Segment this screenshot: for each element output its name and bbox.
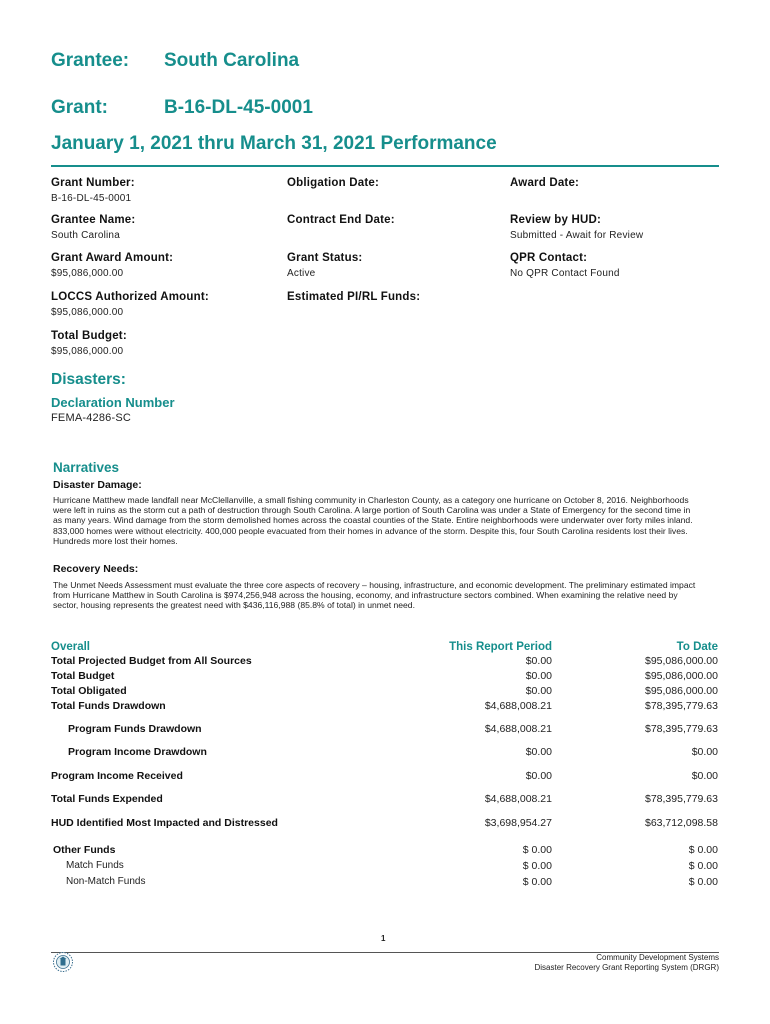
row-todate-total-budget: $95,086,000.00 <box>645 670 718 682</box>
header-divider <box>51 165 719 167</box>
match-funds-label: Match Funds <box>66 860 124 871</box>
row-label-program-income-drawdown: Program Income Drawdown <box>68 746 207 758</box>
total-budget-label: Total Budget: <box>51 330 127 342</box>
qpr-contact-value: No QPR Contact Found <box>510 268 620 279</box>
row-label-total-funds-expended: Total Funds Expended <box>51 793 163 805</box>
footer-line1: Community Development Systems <box>596 953 719 962</box>
non-match-funds-period: $ 0.00 <box>522 876 552 888</box>
row-label-total-obligated: Total Obligated <box>51 685 127 697</box>
period-title: January 1, 2021 thru March 31, 2021 Performance <box>51 133 497 154</box>
disaster-damage-text: Hurricane Matthew made landfall near McClellanville, a small fishing community in Charleston County, as a category one hurricane on October 8, 2016. Neighborhoods were left in ruins as the storm cut a path of destruction through South Carolina. A large portion of South Carolina was under a State of Emergency for the second time in as many years. Wind damage from the storm demolished homes across the coastal counties of the State. Entire neighborhoods were underwater over forty miles inland. 833,000 homes were without electricity. 400,000 people evacuated from their homes in advance of the storm. Despite this, four South Carolina residents lost their lives. Hundreds more lost their homes. <box>53 495 693 546</box>
row-label-total-budget: Total Budget <box>51 670 115 682</box>
contract-end-label: Contract End Date: <box>287 214 395 226</box>
total-budget-value: $95,086,000.00 <box>51 346 124 357</box>
row-period-hud-mid: $3,698,954.27 <box>484 817 552 829</box>
row-label-total-funds-drawdown: Total Funds Drawdown <box>51 700 166 712</box>
non-match-funds-to-date: $ 0.00 <box>688 876 718 888</box>
row-todate-program-income-received: $0.00 <box>691 770 718 782</box>
recovery-needs-label: Recovery Needs: <box>53 563 139 575</box>
non-match-funds-label: Non-Match Funds <box>66 876 146 887</box>
row-label-projected-budget: Total Projected Budget from All Sources <box>51 655 252 667</box>
row-todate-projected-budget: $95,086,000.00 <box>645 655 718 667</box>
review-label: Review by HUD: <box>510 214 601 226</box>
row-label-program-income-received: Program Income Received <box>51 770 183 782</box>
row-period-program-income-drawdown: $0.00 <box>525 746 552 758</box>
qpr-contact-label: QPR Contact: <box>510 252 588 264</box>
grantee-name-value: South Carolina <box>51 230 120 241</box>
narratives-heading: Narratives <box>53 460 120 475</box>
recovery-needs-text: The Unmet Needs Assessment must evaluate the three core aspects of recovery – housing, infrastructure, and economic development. The preliminary estimated impact from Hurricane Matthew in South Carolina is $974,256,948 across the housing, economy, and infrastructure sectors combined. When examining the relative need by sector, housing represents the greatest need with $436,116,988 (85.8% of total) in unmet need. <box>53 580 696 611</box>
row-todate-program-funds-drawdown: $78,395,779.63 <box>645 723 718 735</box>
row-period-total-obligated: $0.00 <box>525 685 552 697</box>
obligation-date-label: Obligation Date: <box>287 177 380 189</box>
grant-label: Grant: <box>51 97 108 118</box>
pirl-funds-label: Estimated PI/RL Funds: <box>287 291 421 303</box>
disaster-damage-label: Disaster Damage: <box>53 479 142 491</box>
other-funds-label: Other Funds <box>53 844 116 856</box>
grant-number-label: Grant Number: <box>51 177 135 189</box>
loccs-value: $95,086,000.00 <box>51 307 124 318</box>
row-period-total-funds-drawdown: $4,688,008.21 <box>484 700 552 712</box>
row-period-projected-budget: $0.00 <box>525 655 552 667</box>
row-period-program-income-received: $0.00 <box>525 770 552 782</box>
other-funds-period: $ 0.00 <box>522 844 552 856</box>
grant-number-value: B-16-DL-45-0001 <box>51 193 132 204</box>
match-funds-to-date: $ 0.00 <box>688 860 718 872</box>
row-label-program-funds-drawdown: Program Funds Drawdown <box>68 723 202 735</box>
loccs-label: LOCCS Authorized Amount: <box>51 291 209 303</box>
award-amount-value: $95,086,000.00 <box>51 268 124 279</box>
grantee-label: Grantee: <box>51 50 130 71</box>
award-date-label: Award Date: <box>510 177 580 189</box>
other-funds-to-date: $ 0.00 <box>688 844 718 856</box>
page-number: 1 <box>381 934 386 943</box>
row-todate-program-income-drawdown: $0.00 <box>691 746 718 758</box>
row-todate-total-obligated: $95,086,000.00 <box>645 685 718 697</box>
row-todate-total-funds-expended: $78,395,779.63 <box>645 793 718 805</box>
row-todate-hud-mid: $63,712,098.58 <box>645 817 718 829</box>
row-todate-total-funds-drawdown: $78,395,779.63 <box>645 700 718 712</box>
grantee-value: South Carolina <box>164 50 300 71</box>
grant-status-label: Grant Status: <box>287 252 363 264</box>
hud-seal-icon <box>52 951 74 978</box>
grant-value: B-16-DL-45-0001 <box>164 97 313 118</box>
to-date-header: To Date <box>676 641 718 653</box>
overall-heading: Overall <box>51 641 90 653</box>
footer-line2: Disaster Recovery Grant Reporting System (DRGR) <box>534 963 719 972</box>
grant-status-value: Active <box>287 268 316 279</box>
row-label-hud-mid: HUD Identified Most Impacted and Distressed <box>51 817 278 829</box>
row-period-total-funds-expended: $4,688,008.21 <box>484 793 552 805</box>
award-amount-label: Grant Award Amount: <box>51 252 174 264</box>
disasters-heading: Disasters: <box>51 371 126 388</box>
declaration-number-value: FEMA-4286-SC <box>51 412 132 424</box>
row-period-program-funds-drawdown: $4,688,008.21 <box>484 723 552 735</box>
row-period-total-budget: $0.00 <box>525 670 552 682</box>
review-value: Submitted - Await for Review <box>510 230 644 241</box>
this-report-period-header: This Report Period <box>449 641 552 653</box>
grantee-name-label: Grantee Name: <box>51 214 136 226</box>
match-funds-period: $ 0.00 <box>522 860 552 872</box>
declaration-number-label: Declaration Number <box>51 395 175 410</box>
